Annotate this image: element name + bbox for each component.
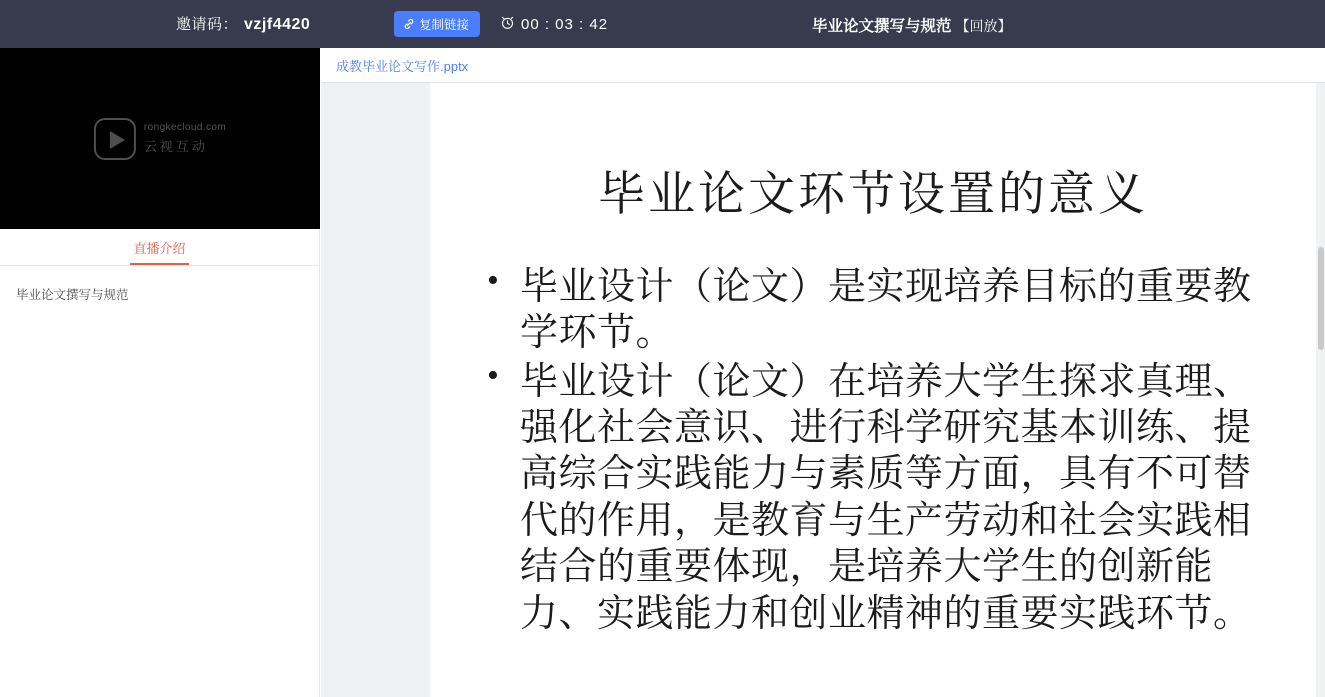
alarm-clock-icon [500,15,515,34]
live-intro-text: 毕业论文撰写与规范 [16,288,129,302]
invite-code-value: vzjf4420 [244,16,311,33]
document-scrollbar[interactable] [1316,83,1325,697]
document-body [321,83,1325,697]
brand-domain: rongkecloud.com [143,122,227,133]
document-filename-link[interactable]: 成教毕业论文写作.pptx [336,58,469,74]
copy-link-label: 复制链接 [419,18,470,32]
sidebar [0,48,320,697]
brand-name: 云视互动 [143,139,208,154]
invite-code-label: 邀请码： [176,16,239,33]
link-icon [403,18,415,30]
brand-logo [94,118,226,160]
tab-live-intro[interactable] [130,238,188,265]
top-bar [0,0,1325,48]
invite-code-group [176,13,310,34]
sidebar-tabs [0,229,319,266]
session-replay-badge: 【回放】 [955,18,1012,34]
document-header [321,48,1325,83]
slide-bullet: • 毕业设计（论文）是实现培养目标的重要教学环节。 [482,264,1268,357]
session-timer [500,15,608,34]
slide-canvas [430,83,1316,697]
brand-logo-text [144,122,226,155]
copy-link-button[interactable] [394,11,480,37]
play-triangle-logo-icon [94,118,136,160]
session-title [812,14,1012,36]
slide-bullet: • 毕业设计（论文）在培养大学生探求真理、强化社会意识、进行科学研究基本训练、提高综合实践能力与素质等方面，具有不可替代的作用，是教育与生产劳动和社会实践相结合的重要体现，是培养大学生的创新能力、实践能力和创业精神的重要实践环节。 [482,359,1268,637]
slide-bullet-list [430,264,1316,637]
slide-title: 毕业论文环节设置的意义 [598,169,1148,221]
timer-value: 00 : 03 : 42 [521,16,609,33]
document-pane [321,48,1325,697]
tab-live-intro-label: 直播介绍 [133,240,186,256]
document-scrollbar-thumb[interactable] [1318,247,1324,350]
session-title-text: 毕业论文撰写与规范 [812,18,952,35]
video-player[interactable] [0,48,320,229]
